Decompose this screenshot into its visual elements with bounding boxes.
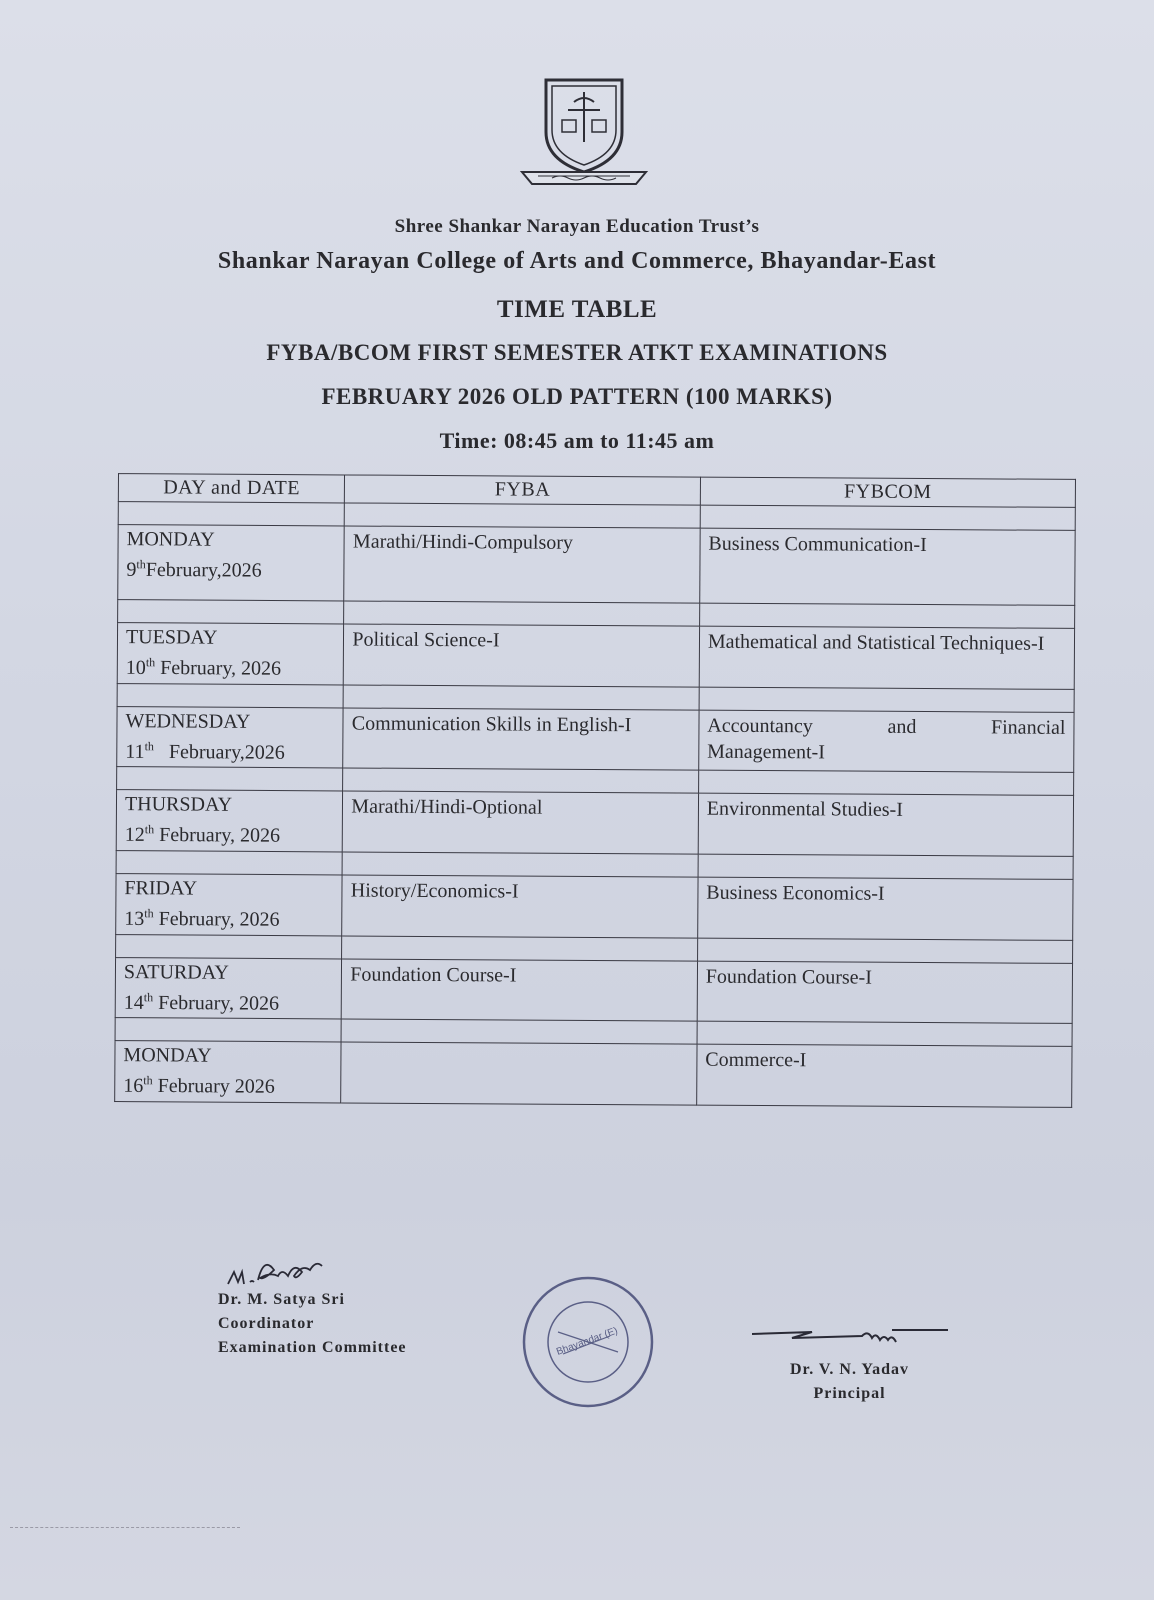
day-date-cell	[115, 1041, 342, 1103]
day-date-cell	[117, 706, 344, 768]
day-label: THURSDAY	[124, 793, 233, 817]
header-fybcom: FYBCOM	[700, 477, 1075, 507]
page-title: TIME TABLE	[496, 296, 658, 323]
day-date-cell	[116, 874, 343, 936]
college-name: Shankar Narayan College of Arts and Commerce, Bhayandar-East	[217, 248, 937, 274]
header-fyba: FYBA	[345, 475, 701, 505]
table-row	[117, 706, 1074, 773]
exam-name: FYBA/BCOM FIRST SEMESTER ATKT EXAMINATIONS	[266, 340, 888, 365]
coordinator-name: Dr. M. Satya Sri	[218, 1291, 345, 1308]
table-row	[115, 1041, 1072, 1108]
fyba-subject: History/Economics-I	[342, 875, 698, 938]
date-label: 16th February 2026	[123, 1073, 275, 1098]
fybcom-subject: Business Economics-I	[698, 877, 1074, 940]
day-date-cell	[116, 790, 343, 852]
fybcom-subject: Commerce-I	[697, 1044, 1073, 1107]
principal-name: Dr. V. N. Yadav	[790, 1361, 910, 1378]
fyba-subject: Marathi/Hindi-Compulsory	[344, 526, 700, 603]
exam-time: Time: 08:45 am to 11:45 am	[439, 428, 715, 453]
date-label: 14th February, 2026	[123, 989, 280, 1015]
svg-text:Bhayandar (E): Bhayandar (E)	[554, 1325, 620, 1358]
fyba-subject: Communication Skills in English-I	[343, 708, 699, 771]
date-label: 10th February, 2026	[125, 655, 282, 680]
day-label: FRIDAY	[124, 877, 198, 900]
table-row	[116, 874, 1073, 941]
table-row	[117, 623, 1074, 690]
table-row	[116, 790, 1073, 857]
day-label: TUESDAY	[125, 626, 218, 649]
fybcom-subject: Business Communication-I	[700, 528, 1076, 605]
day-label: SATURDAY	[123, 960, 229, 984]
fybcom-subject: Foundation Course-I	[697, 961, 1073, 1024]
trust-name: Shree Shankar Narayan Education Trust’s	[394, 216, 760, 237]
day-label: MONDAY	[126, 528, 215, 551]
day-label: WEDNESDAY	[125, 709, 251, 733]
date-label: 12th February, 2026	[124, 822, 281, 848]
fybcom-subject: Environmental Studies-I	[698, 793, 1074, 856]
fybcom-subject: Mathematical and Statistical Techniques-I	[699, 626, 1075, 689]
fyba-subject: Marathi/Hindi-Optional	[343, 791, 699, 854]
trust-crest-logo-icon	[518, 72, 650, 194]
day-date-cell	[117, 623, 344, 685]
fyba-subject: Political Science-I	[344, 624, 700, 687]
fybcom-subject: Accountancy and Financial Management-I	[699, 710, 1075, 773]
table-row	[115, 957, 1072, 1024]
fyba-subject	[341, 1042, 697, 1105]
principal-block	[790, 1358, 909, 1406]
date-label: 13th February, 2026	[124, 906, 280, 931]
edge-line	[10, 1527, 240, 1528]
timetable	[114, 473, 1076, 1108]
day-date-cell	[118, 525, 345, 601]
principal-signature	[752, 1318, 952, 1358]
day-label: MONDAY	[123, 1044, 212, 1067]
exam-pattern: FEBRUARY 2026 OLD PATTERN (100 MARKS)	[321, 384, 833, 409]
principal-role: Principal	[813, 1385, 886, 1402]
day-date-cell	[115, 957, 342, 1019]
date-label: 11th February,2026	[125, 738, 285, 764]
coordinator-signature	[224, 1250, 354, 1292]
coordinator-role: Coordinator	[218, 1315, 315, 1332]
header-day-date: DAY and DATE	[118, 474, 345, 503]
fyba-subject: Foundation Course-I	[342, 959, 698, 1022]
coordinator-dept: Examination Committee	[218, 1339, 407, 1356]
date-label: 9thFebruary,2026	[126, 557, 262, 582]
table-row	[118, 525, 1075, 606]
college-stamp-icon	[518, 1272, 658, 1412]
coordinator-block	[218, 1288, 407, 1360]
